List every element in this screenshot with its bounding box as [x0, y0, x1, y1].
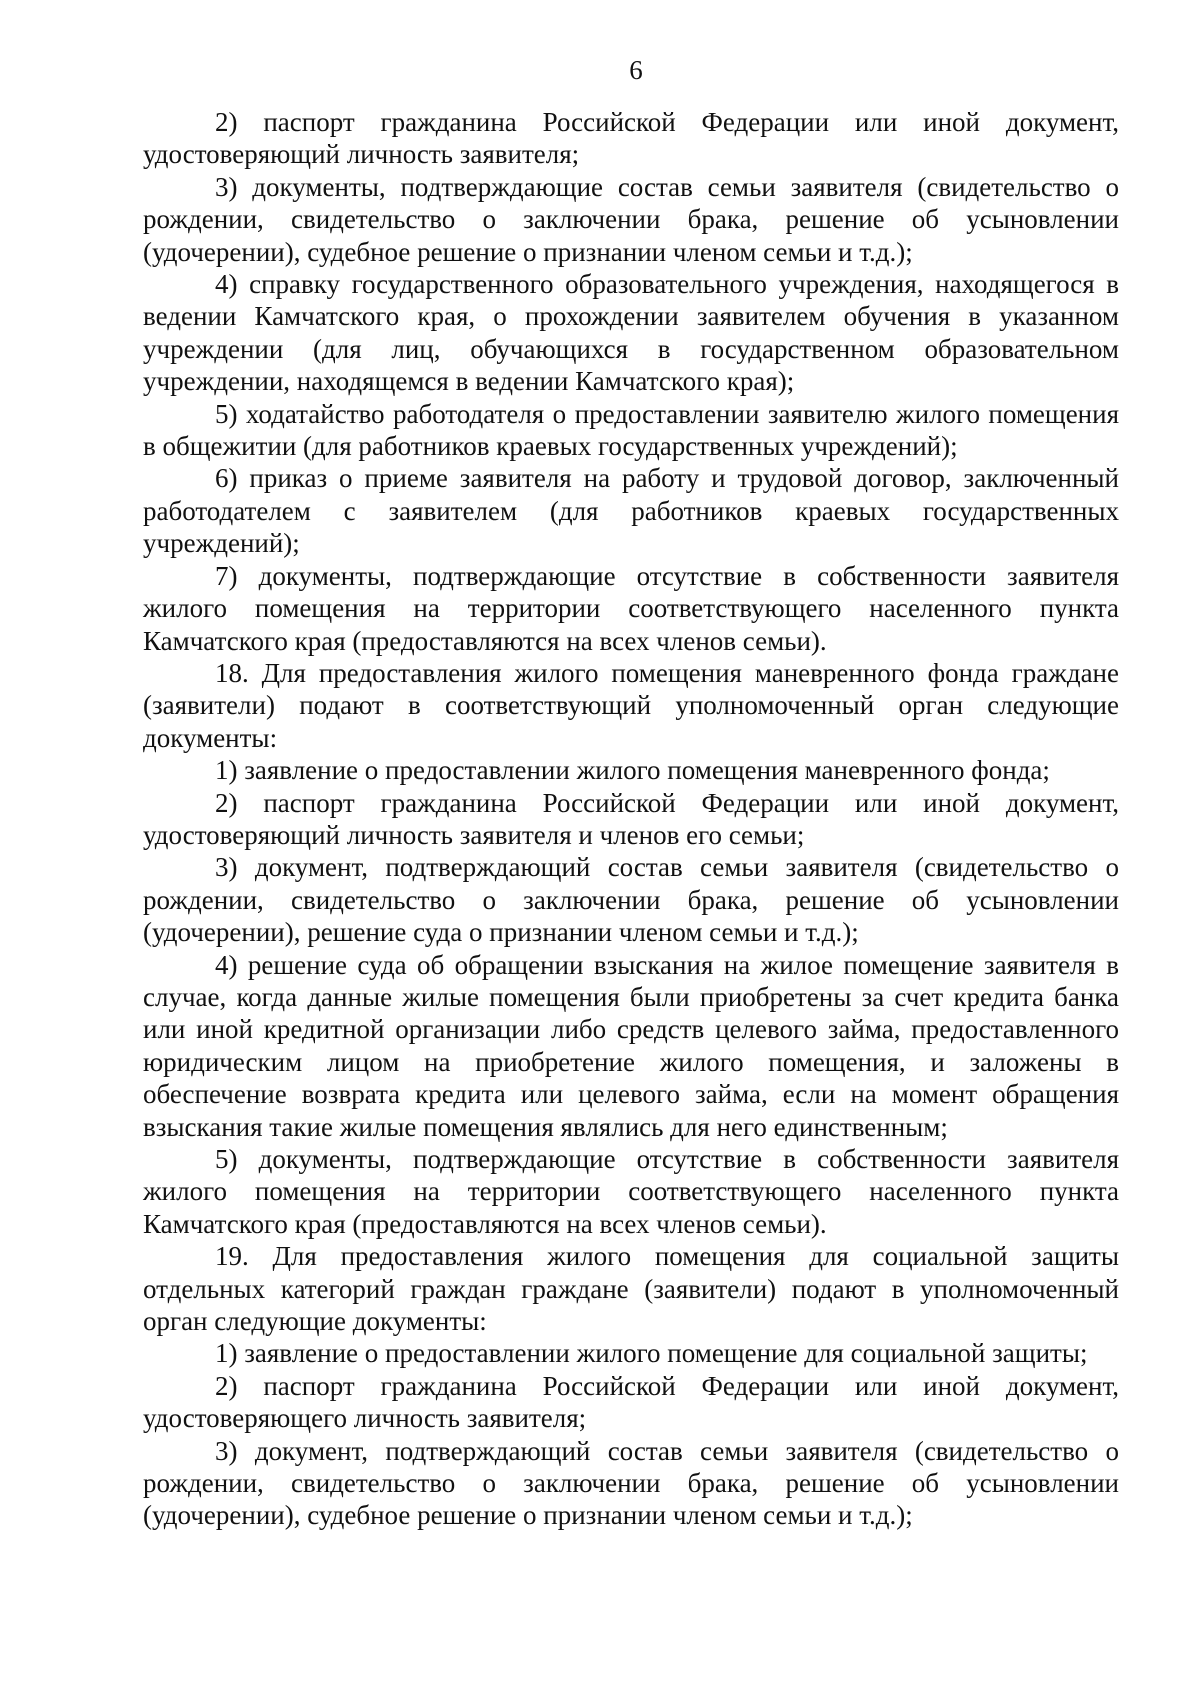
paragraph: 18. Для предоставления жилого помещения маневренного фонда граждане (заявители) подают в соответствующий уполномоченный орган следующие документы:: [143, 657, 1119, 753]
paragraph: 1) заявление о предоставлении жилого помещение для социальной защиты;: [215, 1338, 1088, 1369]
paragraph: 3) документ, подтверждающий состав семьи заявителя (свидетельство о рождении, свидетельство о заключении брака, решение об усыновлении (удочерении), решение суда о признании членом семьи и т.д.);: [143, 852, 1119, 948]
paragraph: 2) паспорт гражданина Российской Федерации или иной документ, удостоверяющий личность заявителя;: [143, 107, 1119, 170]
paragraph: 3) документы, подтверждающие состав семьи заявителя (свидетельство о рождении, свидетельство о заключении брака, решение об усыновлении (удочерении), судебное решение о признании членом семьи и т.д.);: [143, 171, 1119, 267]
paragraph: 6) приказ о приеме заявителя на работу и трудовой договор, заключенный работодателем с заявителем (для работников краевых государственных учреждений);: [143, 463, 1119, 559]
paragraph: 1) заявление о предоставлении жилого помещения маневренного фонда;: [215, 755, 1050, 786]
paragraph: 3) документ, подтверждающий состав семьи заявителя (свидетельство о рождении, свидетельство о заключении брака, решение об усыновлении (удочерении), судебное решение о признании членом семьи и т.д.);: [143, 1435, 1119, 1531]
paragraph: 7) документы, подтверждающие отсутствие в собственности заявителя жилого помещения на территории соответствующего населенного пункта Камчатского края (предоставляются на всех членов семьи).: [143, 560, 1119, 656]
paragraph: 19. Для предоставления жилого помещения для социальной защиты отдельных категорий граждан граждане (заявители) подают в уполномоченный орган следующие документы:: [143, 1241, 1119, 1337]
paragraph: 5) ходатайство работодателя о предоставлении заявителю жилого помещения в общежитии (для работников краевых государственных учреждений);: [143, 398, 1119, 462]
document-body: [143, 106, 1119, 1532]
paragraph: 2) паспорт гражданина Российской Федерации или иной документ, удостоверяющий личность заявителя и членов его семьи;: [143, 787, 1119, 850]
paragraph: 5) документы, подтверждающие отсутствие в собственности заявителя жилого помещения на территории соответствующего населенного пункта Камчатского края (предоставляются на всех членов семьи).: [143, 1144, 1119, 1239]
paragraph: 2) паспорт гражданина Российской Федерации или иной документ, удостоверяющего личность заявителя;: [143, 1370, 1119, 1434]
paragraph: 4) решение суда об обращении взыскания на жилое помещение заявителя в случае, когда данные жилые помещения были приобретены за счет кредита банка или иной кредитной организации либо средств целевого займа, предоставленного юридическим лицом на приобретение жилого помещения, и заложены в обеспечение возврата кредита или целевого займа, если на момент обращения взыскания такие жилые помещения являлись для него единственным;: [143, 949, 1119, 1142]
page-number: 6: [629, 55, 643, 85]
paragraph: 4) справку государственного образовательного учреждения, находящегося в ведении Камчатского края, о прохождении заявителем обучения в указанном учреждении (для лиц, обучающихся в государственном образовательном учреждении, находящемся в ведении Камчатского края);: [143, 269, 1119, 397]
